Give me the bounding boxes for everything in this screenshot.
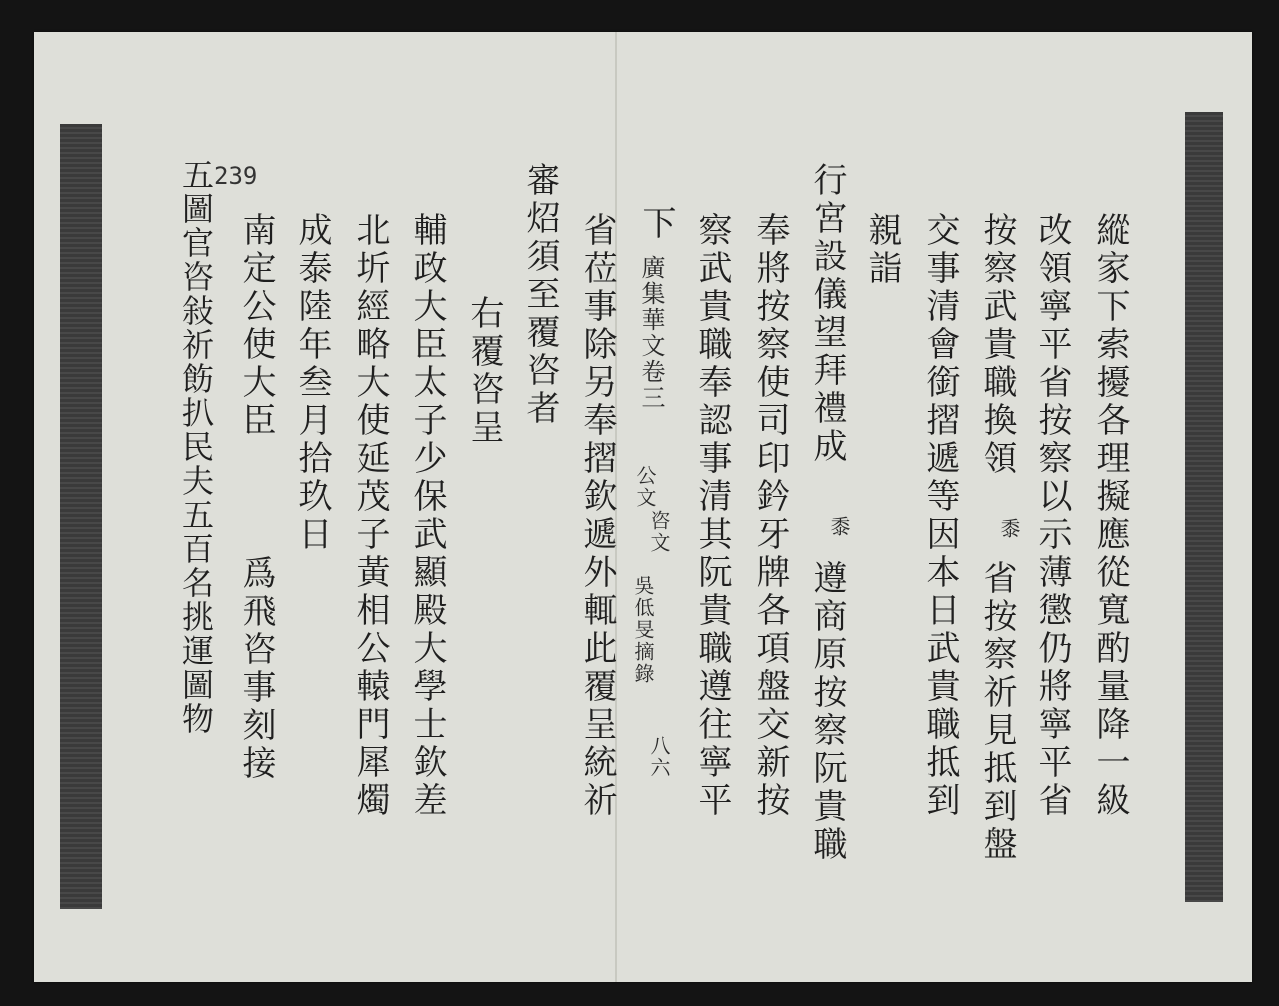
text-column: 成泰陸年叁月拾玖日	[292, 212, 332, 554]
text-column: 右覆咨呈	[464, 295, 504, 447]
text-column: 南定公使大臣	[236, 212, 276, 440]
section-label: 公文	[633, 465, 657, 509]
text-column: 察武貴職奉認事清其阮貴職遵往寧平	[692, 212, 732, 820]
text-column: 按察武貴職換領	[977, 212, 1017, 478]
text-column: 爲飛咨事刻接	[236, 555, 276, 783]
text-column: 審炤須至覆咨者	[520, 162, 560, 428]
collection-title: 廣集華文卷三	[637, 255, 665, 411]
subsection-label: 咨文	[647, 510, 671, 554]
text-column: 奉將按察使司印鈐牙牌各項盤交新按	[750, 212, 790, 820]
text-column: 遵商原按察阮貴職	[807, 560, 847, 864]
text-column: 行宮設儀望拜禮成	[807, 162, 847, 466]
page-number: 239	[214, 162, 258, 190]
text-column: 省莅事除另奉摺欽遞外輒此覆呈統祈	[577, 212, 617, 820]
right-border-bar	[1185, 112, 1223, 902]
honorific-mark: 黍	[997, 518, 1021, 540]
left-border-bar	[60, 124, 102, 909]
text-column: 省按察祈見抵到盤	[977, 560, 1017, 864]
text-column: 縱家下索擾各理擬應從寬酌量降一級	[1090, 212, 1130, 820]
text-column: 輔政大臣太子少保武顯殿大學士欽差	[407, 212, 447, 820]
folio-number: 八六	[647, 735, 671, 779]
text-column: 五圖官咨敍祈飭扒民夫五百名挑運圖物	[177, 158, 215, 736]
text-column: 交事清會銜摺遞等因本日武貴職抵到	[920, 212, 960, 820]
text-column: 改領寧平省按察以示薄懲仍將寧平省	[1032, 212, 1072, 820]
honorific-mark: 黍	[827, 516, 851, 538]
text-column: 北圻經略大使延茂子黃相公轅門犀燭	[350, 212, 390, 820]
compiler-note: 吳低旻摘錄	[631, 575, 655, 685]
text-column: 下	[636, 205, 676, 243]
text-column: 親詣	[862, 212, 902, 288]
